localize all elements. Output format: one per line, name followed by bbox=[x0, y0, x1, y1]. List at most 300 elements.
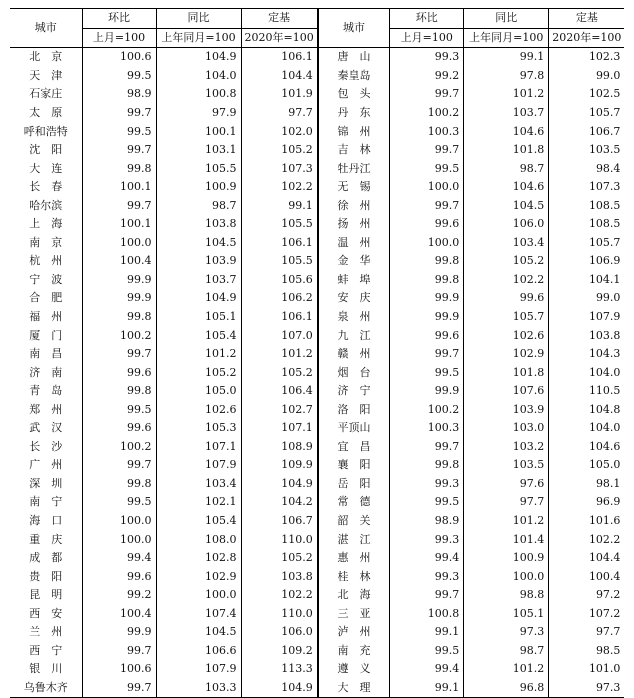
left-yoy-cell: 103.9 bbox=[156, 252, 241, 271]
left-mom-cell: 99.7 bbox=[82, 642, 156, 661]
right-city-cell: 惠 州 bbox=[318, 549, 390, 568]
left-city-cell: 上 海 bbox=[29, 217, 63, 231]
right-mom-cell: 100.2 bbox=[390, 400, 464, 419]
right-fixed-cell: 99.0 bbox=[549, 67, 625, 86]
left-yoy-cell: 100.1 bbox=[156, 122, 241, 141]
header-row-main bbox=[10, 9, 624, 29]
right-city-cell: 岳 阳 bbox=[318, 475, 390, 494]
left-mom-cell: 99.6 bbox=[82, 567, 156, 586]
table-row bbox=[10, 271, 624, 290]
left-fixed-cell: 107.3 bbox=[241, 159, 318, 178]
left-yoy-cell: 103.7 bbox=[156, 271, 241, 290]
right-mom-cell: 100.3 bbox=[390, 419, 464, 438]
left-mom-cell: 99.2 bbox=[82, 586, 156, 605]
right-yoy-cell: 101.4 bbox=[464, 530, 549, 549]
right-fixed-cell: 110.5 bbox=[549, 382, 625, 401]
right-city-cell: 襄 阳 bbox=[318, 456, 390, 475]
left-yoy-cell: 106.6 bbox=[156, 642, 241, 661]
left-fixed-cell: 101.9 bbox=[241, 85, 318, 104]
right-yoy-cell: 107.6 bbox=[464, 382, 549, 401]
table-row bbox=[10, 308, 624, 327]
header-city-right: 城市 bbox=[318, 9, 390, 48]
left-yoy-cell: 98.7 bbox=[156, 196, 241, 215]
right-yoy-cell: 103.4 bbox=[464, 234, 549, 253]
table-row bbox=[10, 104, 624, 123]
table-row bbox=[10, 419, 624, 438]
table-row bbox=[10, 623, 624, 642]
left-yoy-cell: 103.8 bbox=[156, 215, 241, 234]
right-yoy-cell: 103.2 bbox=[464, 438, 549, 457]
right-yoy-cell: 100.9 bbox=[464, 549, 549, 568]
left-city-cell: 广 州 bbox=[29, 458, 63, 472]
left-fixed-cell: 104.9 bbox=[241, 475, 318, 494]
left-fixed-cell: 109.2 bbox=[241, 642, 318, 661]
left-yoy-cell: 102.8 bbox=[156, 549, 241, 568]
right-mom-cell: 100.0 bbox=[390, 234, 464, 253]
left-city-cell: 天 津 bbox=[29, 68, 63, 82]
table-row bbox=[10, 67, 624, 86]
table-row bbox=[10, 85, 624, 104]
table-row bbox=[10, 438, 624, 457]
left-city-cell: 郑 州 bbox=[29, 402, 63, 416]
right-fixed-cell: 103.5 bbox=[549, 141, 625, 160]
header-yoy-left: 同比 bbox=[156, 9, 241, 29]
right-fixed-cell: 108.5 bbox=[549, 196, 625, 215]
left-city-cell: 呼和浩特 bbox=[23, 124, 68, 138]
right-fixed-cell: 100.4 bbox=[549, 567, 625, 586]
left-mom-cell: 100.0 bbox=[82, 512, 156, 531]
left-mom-cell: 100.1 bbox=[82, 215, 156, 234]
left-fixed-cell: 106.0 bbox=[241, 623, 318, 642]
table-body bbox=[10, 48, 624, 698]
right-fixed-cell: 104.4 bbox=[549, 549, 625, 568]
left-fixed-cell: 108.9 bbox=[241, 438, 318, 457]
right-fixed-cell: 97.7 bbox=[549, 623, 625, 642]
left-city-cell: 合 肥 bbox=[29, 291, 63, 305]
left-fixed-cell: 105.2 bbox=[241, 141, 318, 160]
right-fixed-cell: 105.0 bbox=[549, 456, 625, 475]
right-yoy-cell: 103.7 bbox=[464, 104, 549, 123]
right-city-cell: 泸 州 bbox=[318, 623, 390, 642]
left-mom-cell: 100.6 bbox=[82, 660, 156, 679]
right-mom-cell: 99.5 bbox=[390, 363, 464, 382]
table-row bbox=[10, 345, 624, 364]
left-fixed-cell: 106.2 bbox=[241, 289, 318, 308]
right-mom-cell: 99.7 bbox=[390, 196, 464, 215]
right-yoy-cell: 101.2 bbox=[464, 660, 549, 679]
left-city-cell: 银 川 bbox=[29, 662, 63, 676]
left-fixed-cell: 105.2 bbox=[241, 549, 318, 568]
left-yoy-cell: 103.3 bbox=[156, 679, 241, 698]
left-fixed-cell: 110.0 bbox=[241, 530, 318, 549]
right-city-cell: 三 亚 bbox=[318, 605, 390, 624]
left-city-cell: 成 都 bbox=[29, 551, 63, 565]
header-fixed-sub-right: 2020年=100 bbox=[549, 28, 625, 48]
table-row bbox=[10, 605, 624, 624]
left-fixed-cell: 110.0 bbox=[241, 605, 318, 624]
header-fixed-left: 定基 bbox=[241, 9, 318, 29]
right-mom-cell: 99.8 bbox=[390, 271, 464, 290]
left-mom-cell: 99.5 bbox=[82, 400, 156, 419]
right-mom-cell: 99.5 bbox=[390, 493, 464, 512]
left-city-cell: 西 安 bbox=[29, 606, 63, 620]
right-mom-cell: 100.3 bbox=[390, 122, 464, 141]
left-mom-cell: 99.9 bbox=[82, 623, 156, 642]
right-fixed-cell: 102.3 bbox=[549, 48, 625, 67]
table-row bbox=[10, 141, 624, 160]
left-yoy-cell: 107.9 bbox=[156, 660, 241, 679]
right-fixed-cell: 107.9 bbox=[549, 308, 625, 327]
right-fixed-cell: 101.6 bbox=[549, 512, 625, 531]
left-city-cell: 贵 阳 bbox=[29, 569, 63, 583]
right-fixed-cell: 104.8 bbox=[549, 400, 625, 419]
left-fixed-cell: 97.7 bbox=[241, 104, 318, 123]
right-yoy-cell: 103.0 bbox=[464, 419, 549, 438]
right-fixed-cell: 98.4 bbox=[549, 159, 625, 178]
left-fixed-cell: 106.1 bbox=[241, 234, 318, 253]
left-fixed-cell: 107.1 bbox=[241, 419, 318, 438]
right-fixed-cell: 105.7 bbox=[549, 234, 625, 253]
right-fixed-cell: 98.1 bbox=[549, 475, 625, 494]
header-yoy-sub-left: 上年同月=100 bbox=[156, 28, 241, 48]
header-row-sub bbox=[10, 28, 624, 48]
left-yoy-cell: 107.9 bbox=[156, 456, 241, 475]
right-yoy-cell: 98.7 bbox=[464, 159, 549, 178]
left-yoy-cell: 102.1 bbox=[156, 493, 241, 512]
right-city-cell: 赣 州 bbox=[318, 345, 390, 364]
right-yoy-cell: 104.5 bbox=[464, 196, 549, 215]
left-fixed-cell: 102.7 bbox=[241, 400, 318, 419]
right-yoy-cell: 97.3 bbox=[464, 623, 549, 642]
header-mom-sub-left: 上月=100 bbox=[82, 28, 156, 48]
left-city-cell: 沈 阳 bbox=[29, 143, 63, 157]
price-index-table-wrapper bbox=[10, 8, 624, 698]
right-fixed-cell: 107.3 bbox=[549, 178, 625, 197]
left-mom-cell: 99.7 bbox=[82, 679, 156, 698]
left-yoy-cell: 105.2 bbox=[156, 363, 241, 382]
left-fixed-cell: 105.5 bbox=[241, 215, 318, 234]
right-fixed-cell: 97.2 bbox=[549, 586, 625, 605]
right-fixed-cell: 104.3 bbox=[549, 345, 625, 364]
right-yoy-cell: 99.1 bbox=[464, 48, 549, 67]
right-yoy-cell: 101.8 bbox=[464, 363, 549, 382]
right-yoy-cell: 101.8 bbox=[464, 141, 549, 160]
left-yoy-cell: 102.6 bbox=[156, 400, 241, 419]
right-mom-cell: 100.0 bbox=[390, 178, 464, 197]
right-mom-cell: 99.3 bbox=[390, 48, 464, 67]
table-row bbox=[10, 679, 624, 698]
right-mom-cell: 99.9 bbox=[390, 289, 464, 308]
left-city-cell: 兰 州 bbox=[29, 625, 63, 639]
left-mom-cell: 99.5 bbox=[82, 122, 156, 141]
left-yoy-cell: 105.5 bbox=[156, 159, 241, 178]
right-yoy-cell: 104.6 bbox=[464, 122, 549, 141]
left-city-cell: 乌鲁木齐 bbox=[10, 679, 82, 698]
left-mom-cell: 98.9 bbox=[82, 85, 156, 104]
header-city-left: 城市 bbox=[10, 9, 82, 48]
table-row bbox=[10, 363, 624, 382]
right-mom-cell: 99.9 bbox=[390, 382, 464, 401]
right-fixed-cell: 106.7 bbox=[549, 122, 625, 141]
left-mom-cell: 99.8 bbox=[82, 308, 156, 327]
right-city-cell: 扬 州 bbox=[318, 215, 390, 234]
right-mom-cell: 99.9 bbox=[390, 308, 464, 327]
right-fixed-cell: 104.0 bbox=[549, 419, 625, 438]
right-yoy-cell: 96.8 bbox=[464, 679, 549, 698]
right-city-cell: 泉 州 bbox=[318, 308, 390, 327]
right-city-cell: 金 华 bbox=[318, 252, 390, 271]
left-fixed-cell: 105.5 bbox=[241, 252, 318, 271]
left-fixed-cell: 106.1 bbox=[241, 308, 318, 327]
right-mom-cell: 99.1 bbox=[390, 679, 464, 698]
header-mom-left: 环比 bbox=[82, 9, 156, 29]
right-fixed-cell: 99.0 bbox=[549, 289, 625, 308]
right-city-cell: 锦 州 bbox=[318, 122, 390, 141]
left-yoy-cell: 104.9 bbox=[156, 289, 241, 308]
left-city-cell: 哈尔滨 bbox=[29, 198, 63, 212]
right-mom-cell: 99.6 bbox=[390, 326, 464, 345]
right-yoy-cell: 100.0 bbox=[464, 567, 549, 586]
left-city-cell: 石家庄 bbox=[29, 87, 63, 101]
left-city-cell: 海 口 bbox=[29, 514, 63, 528]
left-mom-cell: 99.6 bbox=[82, 363, 156, 382]
left-city-cell: 长 春 bbox=[29, 180, 63, 194]
right-city-cell: 湛 江 bbox=[318, 530, 390, 549]
price-index-table bbox=[10, 8, 624, 698]
right-city-cell: 包 头 bbox=[318, 85, 390, 104]
table-row bbox=[10, 326, 624, 345]
right-fixed-cell: 103.8 bbox=[549, 326, 625, 345]
left-city-cell: 重 庆 bbox=[29, 532, 63, 546]
left-fixed-cell: 105.6 bbox=[241, 271, 318, 290]
left-city-cell: 南 京 bbox=[29, 235, 63, 249]
left-mom-cell: 99.8 bbox=[82, 475, 156, 494]
table-row bbox=[10, 196, 624, 215]
right-yoy-cell: 97.6 bbox=[464, 475, 549, 494]
left-city-cell: 北 京 bbox=[29, 50, 63, 64]
left-mom-cell: 99.7 bbox=[82, 345, 156, 364]
right-city-cell: 吉 林 bbox=[318, 141, 390, 160]
right-yoy-cell: 102.2 bbox=[464, 271, 549, 290]
right-yoy-cell: 98.7 bbox=[464, 642, 549, 661]
left-mom-cell: 99.4 bbox=[82, 549, 156, 568]
left-yoy-cell: 105.3 bbox=[156, 419, 241, 438]
left-fixed-cell: 113.3 bbox=[241, 660, 318, 679]
right-yoy-cell: 103.9 bbox=[464, 400, 549, 419]
left-mom-cell: 100.4 bbox=[82, 605, 156, 624]
left-mom-cell: 100.0 bbox=[82, 234, 156, 253]
left-city-cell: 武 汉 bbox=[29, 421, 63, 435]
right-fixed-cell: 107.2 bbox=[549, 605, 625, 624]
left-mom-cell: 99.8 bbox=[82, 382, 156, 401]
right-city-cell: 常 德 bbox=[318, 493, 390, 512]
right-mom-cell: 99.7 bbox=[390, 141, 464, 160]
right-yoy-cell: 105.1 bbox=[464, 605, 549, 624]
right-fixed-cell: 102.2 bbox=[549, 530, 625, 549]
table-row bbox=[10, 48, 624, 67]
left-yoy-cell: 104.5 bbox=[156, 234, 241, 253]
right-mom-cell: 100.2 bbox=[390, 104, 464, 123]
left-city-cell: 南 宁 bbox=[29, 495, 63, 509]
left-city-cell: 宁 波 bbox=[29, 272, 63, 286]
right-city-cell: 蚌 埠 bbox=[318, 271, 390, 290]
right-mom-cell: 99.3 bbox=[390, 530, 464, 549]
left-fixed-cell: 106.1 bbox=[241, 48, 318, 67]
right-fixed-cell: 106.9 bbox=[549, 252, 625, 271]
header-fixed-right: 定基 bbox=[549, 9, 625, 29]
right-mom-cell: 99.7 bbox=[390, 85, 464, 104]
right-yoy-cell: 98.8 bbox=[464, 586, 549, 605]
right-fixed-cell: 104.0 bbox=[549, 363, 625, 382]
right-mom-cell: 100.8 bbox=[390, 605, 464, 624]
right-city-cell: 遵 义 bbox=[318, 660, 390, 679]
left-city-cell: 深 圳 bbox=[29, 476, 63, 490]
left-yoy-cell: 103.4 bbox=[156, 475, 241, 494]
right-yoy-cell: 103.5 bbox=[464, 456, 549, 475]
right-city-cell: 平顶山 bbox=[318, 419, 390, 438]
right-mom-cell: 99.8 bbox=[390, 456, 464, 475]
right-city-cell: 秦皇岛 bbox=[318, 67, 390, 86]
right-mom-cell: 99.4 bbox=[390, 660, 464, 679]
left-yoy-cell: 105.4 bbox=[156, 326, 241, 345]
left-city-cell: 南 昌 bbox=[29, 347, 63, 361]
left-mom-cell: 100.2 bbox=[82, 326, 156, 345]
left-yoy-cell: 105.0 bbox=[156, 382, 241, 401]
left-city-cell: 福 州 bbox=[29, 310, 63, 324]
right-city-cell: 北 海 bbox=[318, 586, 390, 605]
right-mom-cell: 99.7 bbox=[390, 345, 464, 364]
right-mom-cell: 99.5 bbox=[390, 642, 464, 661]
table-row bbox=[10, 215, 624, 234]
left-city-cell: 青 岛 bbox=[29, 384, 63, 398]
left-city-cell: 太 原 bbox=[29, 106, 63, 119]
table-row bbox=[10, 512, 624, 531]
left-fixed-cell: 104.2 bbox=[241, 493, 318, 512]
right-fixed-cell: 96.9 bbox=[549, 493, 625, 512]
left-mom-cell: 99.5 bbox=[82, 67, 156, 86]
right-mom-cell: 99.4 bbox=[390, 549, 464, 568]
left-city-cell: 长 沙 bbox=[29, 439, 63, 453]
left-mom-cell: 99.8 bbox=[82, 159, 156, 178]
right-city-cell: 洛 阳 bbox=[318, 400, 390, 419]
left-yoy-cell: 104.9 bbox=[156, 48, 241, 67]
left-fixed-cell: 102.2 bbox=[241, 586, 318, 605]
right-fixed-cell: 98.5 bbox=[549, 642, 625, 661]
left-fixed-cell: 104.4 bbox=[241, 67, 318, 86]
header-fixed-sub-left: 2020年=100 bbox=[241, 28, 318, 48]
right-city-cell: 徐 州 bbox=[318, 196, 390, 215]
left-yoy-cell: 103.1 bbox=[156, 141, 241, 160]
right-mom-cell: 99.3 bbox=[390, 475, 464, 494]
left-yoy-cell: 100.9 bbox=[156, 178, 241, 197]
left-mom-cell: 100.6 bbox=[82, 48, 156, 67]
left-yoy-cell: 97.9 bbox=[156, 104, 241, 123]
right-yoy-cell: 102.6 bbox=[464, 326, 549, 345]
left-mom-cell: 100.2 bbox=[82, 438, 156, 457]
table-row bbox=[10, 400, 624, 419]
right-mom-cell: 98.9 bbox=[390, 512, 464, 531]
table-row bbox=[10, 122, 624, 141]
left-fixed-cell: 104.9 bbox=[241, 679, 318, 698]
left-yoy-cell: 104.5 bbox=[156, 623, 241, 642]
header-mom-right: 环比 bbox=[390, 9, 464, 29]
left-fixed-cell: 109.9 bbox=[241, 456, 318, 475]
table-row bbox=[10, 456, 624, 475]
left-fixed-cell: 102.2 bbox=[241, 178, 318, 197]
left-city-cell: 厦 门 bbox=[29, 328, 63, 342]
left-yoy-cell: 100.8 bbox=[156, 85, 241, 104]
right-yoy-cell: 97.8 bbox=[464, 67, 549, 86]
header-yoy-sub-right: 上年同月=100 bbox=[464, 28, 549, 48]
right-city-cell: 桂 林 bbox=[318, 567, 390, 586]
table-row bbox=[10, 159, 624, 178]
right-mom-cell: 99.7 bbox=[390, 438, 464, 457]
right-yoy-cell: 101.2 bbox=[464, 85, 549, 104]
header-mom-sub-right: 上月=100 bbox=[390, 28, 464, 48]
right-fixed-cell: 108.5 bbox=[549, 215, 625, 234]
table-row bbox=[10, 382, 624, 401]
right-fixed-cell: 104.6 bbox=[549, 438, 625, 457]
right-fixed-cell: 101.0 bbox=[549, 660, 625, 679]
right-city-cell: 温 州 bbox=[318, 234, 390, 253]
right-mom-cell: 99.6 bbox=[390, 215, 464, 234]
right-fixed-cell: 105.7 bbox=[549, 104, 625, 123]
table-row bbox=[10, 475, 624, 494]
left-mom-cell: 100.0 bbox=[82, 530, 156, 549]
right-yoy-cell: 105.7 bbox=[464, 308, 549, 327]
left-mom-cell: 100.4 bbox=[82, 252, 156, 271]
right-mom-cell: 99.7 bbox=[390, 586, 464, 605]
right-yoy-cell: 97.7 bbox=[464, 493, 549, 512]
right-yoy-cell: 99.6 bbox=[464, 289, 549, 308]
right-city-cell: 烟 台 bbox=[318, 363, 390, 382]
right-city-cell: 唐 山 bbox=[318, 48, 390, 67]
right-city-cell: 济 宁 bbox=[318, 382, 390, 401]
table-row bbox=[10, 567, 624, 586]
left-yoy-cell: 101.2 bbox=[156, 345, 241, 364]
right-yoy-cell: 105.2 bbox=[464, 252, 549, 271]
right-yoy-cell: 101.2 bbox=[464, 512, 549, 531]
table-row bbox=[10, 289, 624, 308]
left-fixed-cell: 99.1 bbox=[241, 196, 318, 215]
left-yoy-cell: 105.1 bbox=[156, 308, 241, 327]
left-city-cell: 杭 州 bbox=[29, 254, 63, 268]
table-row bbox=[10, 549, 624, 568]
right-fixed-cell: 104.1 bbox=[549, 271, 625, 290]
left-yoy-cell: 107.4 bbox=[156, 605, 241, 624]
left-mom-cell: 99.7 bbox=[82, 141, 156, 160]
right-mom-cell: 99.1 bbox=[390, 623, 464, 642]
right-city-cell: 无 锡 bbox=[318, 178, 390, 197]
right-city-cell: 宜 昌 bbox=[318, 438, 390, 457]
table-row bbox=[10, 178, 624, 197]
left-mom-cell: 99.7 bbox=[82, 456, 156, 475]
right-city-cell: 大 理 bbox=[318, 679, 390, 698]
right-city-cell: 韶 关 bbox=[318, 512, 390, 531]
table-row bbox=[10, 642, 624, 661]
left-fixed-cell: 106.4 bbox=[241, 382, 318, 401]
right-city-cell: 九 江 bbox=[318, 326, 390, 345]
table-row bbox=[10, 493, 624, 512]
table-row bbox=[10, 234, 624, 253]
left-yoy-cell: 104.0 bbox=[156, 67, 241, 86]
left-fixed-cell: 106.7 bbox=[241, 512, 318, 531]
left-yoy-cell: 102.9 bbox=[156, 567, 241, 586]
right-mom-cell: 99.3 bbox=[390, 567, 464, 586]
header-yoy-right: 同比 bbox=[464, 9, 549, 29]
left-city-cell: 昆 明 bbox=[29, 588, 63, 602]
right-yoy-cell: 102.9 bbox=[464, 345, 549, 364]
